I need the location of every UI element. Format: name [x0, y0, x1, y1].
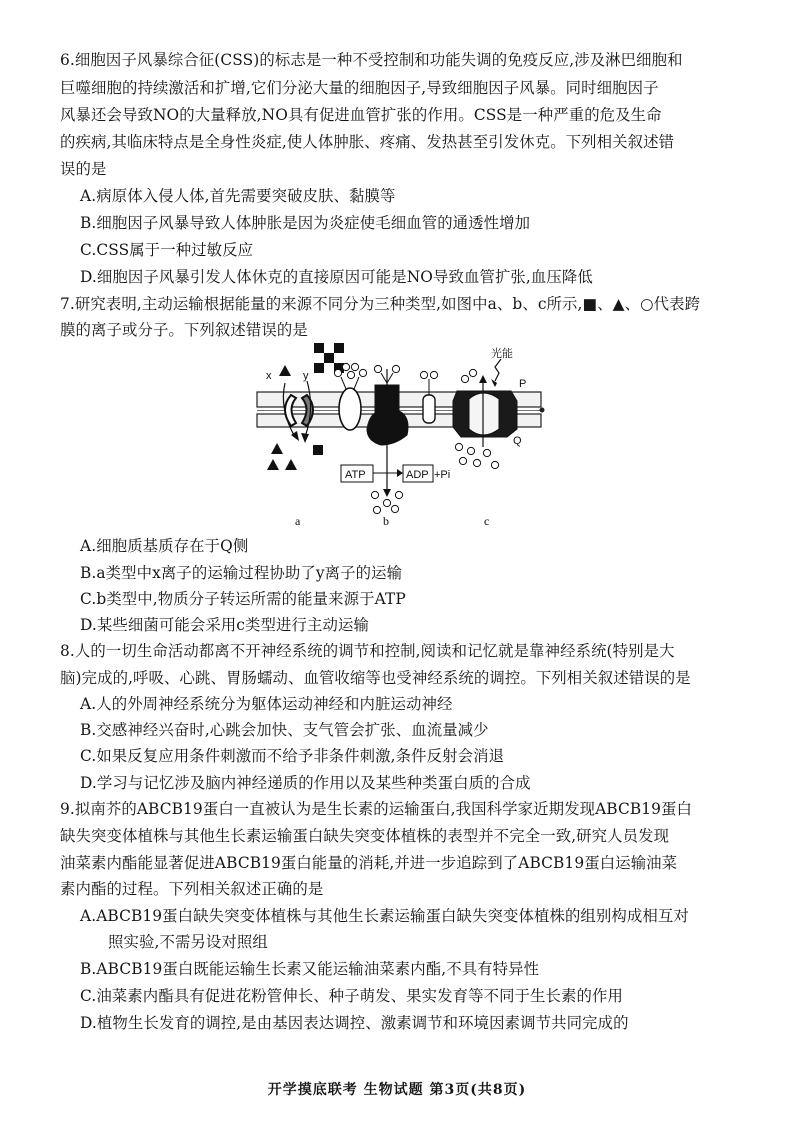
- pump-stalk: [381, 373, 387, 383]
- small-receptor: [423, 395, 435, 423]
- q6-option-d: D.细胞因子风暴引发人体休克的直接原因可能是NO导致血管扩张,血压降低: [80, 268, 593, 286]
- label-y: y: [303, 370, 309, 382]
- circle-molecule: [342, 363, 349, 370]
- membrane-end-dot: [540, 408, 545, 413]
- q6-option-a: A.病原体入侵人体,首先需要突破皮肤、黏膜等: [80, 187, 396, 205]
- circle-molecule: [373, 506, 380, 513]
- q8-option-a: A.人的外周神经系统分为躯体运动神经和内脏运动神经: [80, 695, 453, 713]
- light-pump-channel: [469, 393, 499, 435]
- q9-stem-line: 油菜素内酯能显著促进ABCB19蛋白能量的消耗,并进一步追踪到了ABCB19蛋白运输油菜: [60, 854, 678, 872]
- circle-molecule: [392, 365, 399, 372]
- q9-option-c: C.油菜素内酯具有促进花粉管伸长、种子萌发、果实发育等不同于生长素的作用: [80, 987, 624, 1005]
- square-ion: [313, 445, 323, 455]
- page-footer: 开学摸底联考 生物试题 第3页(共8页): [267, 1082, 527, 1098]
- circle-molecule: [491, 461, 498, 468]
- circle-molecule: [383, 499, 390, 506]
- circle-molecule: [420, 371, 427, 378]
- receptor-protein: [339, 388, 361, 430]
- circle-molecule: [359, 369, 366, 376]
- circle-molecule: [395, 491, 402, 498]
- q9-stem-line: 素内酯的过程。下列相关叙述正确的是: [60, 880, 324, 898]
- label-atp: ATP: [345, 469, 366, 481]
- label-light: 光能: [491, 348, 513, 360]
- q6-stem-line: 巨噬细胞的持续激活和扩增,它们分泌大量的细胞因子,导致细胞因子风暴。同时细胞因子: [60, 79, 659, 97]
- q9-option-a: A.ABCB19蛋白缺失突变体植株与其他生长素运输蛋白缺失突变体植株的组别构成相互对: [80, 907, 689, 925]
- arrow-y-head: [301, 433, 309, 443]
- q9-option-d: D.植物生长发育的调控,是由基因表达调控、激素调节和环境因素调节共同完成的: [80, 1014, 629, 1032]
- q8-option-b: B.交感神经兴奋时,心跳会加快、支气管会扩张、血流量减少: [80, 721, 489, 739]
- q7-option-b: B.a类型中x离子的运输过程协助了y离子的运输: [80, 564, 403, 582]
- label-adp: ADP: [406, 469, 429, 481]
- q6-stem-line: 的疾病,其临床特点是全身性炎症,使人体肿胀、疼痛、发热甚至引发休克。下列相关叙述错: [60, 133, 675, 151]
- circle-molecule: [483, 449, 490, 456]
- label-b: b: [383, 514, 389, 528]
- circle-molecule: [467, 447, 474, 454]
- circle-molecule: [371, 491, 378, 498]
- circle-molecule: [455, 443, 462, 450]
- q7-option-c: C.b类型中,物质分子转运所需的能量来源于ATP: [80, 590, 406, 608]
- pump-stalk: [387, 373, 393, 383]
- circle-molecule: [391, 505, 398, 512]
- square-ion: [314, 343, 324, 353]
- label-c: c: [484, 514, 490, 528]
- circle-molecule: [351, 363, 358, 370]
- q6-stem-line: 6.细胞因子风暴综合征(CSS)的标志是一种不受控制和功能失调的免疫反应,涉及淋巴细胞和: [60, 51, 683, 69]
- label-q: Q: [513, 435, 522, 447]
- q8-stem-line: 8.人的一切生命活动都离不开神经系统的调节和控制,阅读和记忆就是靠神经系统(特别是大: [60, 642, 675, 660]
- square-ion: [324, 353, 334, 363]
- triangle-ion: [267, 459, 279, 470]
- receptor-stalk: [354, 377, 359, 389]
- light-arrow: [495, 359, 501, 381]
- q8-option-c: C.如果反复应用条件刺激而不给予非条件刺激,条件反射会消退: [80, 747, 505, 765]
- circle-molecule: [334, 369, 341, 376]
- circle-molecule: [469, 369, 476, 376]
- arrow-b-head: [383, 489, 391, 497]
- q9-stem-line: 缺失突变体植株与其他生长素运输蛋白缺失突变体植株的表型并不完全一致,研究人员发现: [60, 827, 670, 845]
- label-p: P: [519, 378, 527, 390]
- q6-stem-line: 风暴还会导致NO的大量释放,NO具有促进血管扩张的作用。CSS是一种严重的危及生命: [60, 106, 662, 124]
- circle-molecule: [430, 371, 437, 378]
- q9-option-a-cont: 照实验,不需另设对照组: [108, 933, 268, 951]
- label-pi: +Pi: [434, 469, 451, 481]
- q9-stem-line: 9.拟南芥的ABCB19蛋白一直被认为是生长素的运输蛋白,我国科学家近期发现ABCB19蛋白: [60, 800, 693, 818]
- circle-molecule: [473, 459, 480, 466]
- triangle-ion: [279, 365, 291, 376]
- label-a: a: [295, 514, 301, 528]
- q8-option-d: D.学习与记忆涉及脑内神经递质的作用以及某些种类蛋白质的合成: [80, 774, 531, 792]
- atp-arrow-head: [397, 469, 403, 477]
- label-x: x: [266, 370, 272, 382]
- q6-stem-line: 误的是: [60, 160, 107, 178]
- q7-option-d: D.某些细菌可能会采用c类型进行主动运输: [80, 616, 369, 634]
- q9-option-b: B.ABCB19蛋白既能运输生长素又能运输油菜素内酯,不具有特异性: [80, 960, 540, 978]
- q6-option-b: B.细胞因子风暴导致人体肿胀是因为炎症使毛细血管的通透性增加: [80, 214, 531, 232]
- square-ion: [314, 363, 324, 373]
- circle-molecule: [347, 371, 354, 378]
- q7-stem-line: 膜的离子或分子。下列叙述错误的是: [60, 321, 308, 339]
- transport-figure: [255, 343, 545, 531]
- q6-option-c: C.CSS属于一种过敏反应: [80, 241, 254, 259]
- circle-molecule: [374, 365, 381, 372]
- circle-molecule: [461, 375, 468, 382]
- square-ion: [334, 343, 344, 353]
- arrow-c-head: [479, 375, 487, 383]
- q8-stem-line: 脑)完成的,呼吸、心跳、胃肠蠕动、血管收缩等也受神经系统的调控。下列相关叙述错误的是: [60, 669, 691, 687]
- triangle-ion: [271, 443, 283, 454]
- q7-stem-line: 7.研究表明,主动运输根据能量的来源不同分为三种类型,如图中a、b、c所示,■、▲、○代表跨: [60, 295, 701, 313]
- q7-option-a: A.细胞质基质存在于Q侧: [80, 537, 249, 555]
- light-arrow-head: [491, 379, 497, 387]
- circle-molecule: [459, 457, 466, 464]
- triangle-ion: [285, 459, 297, 470]
- receptor-stalk: [341, 377, 346, 389]
